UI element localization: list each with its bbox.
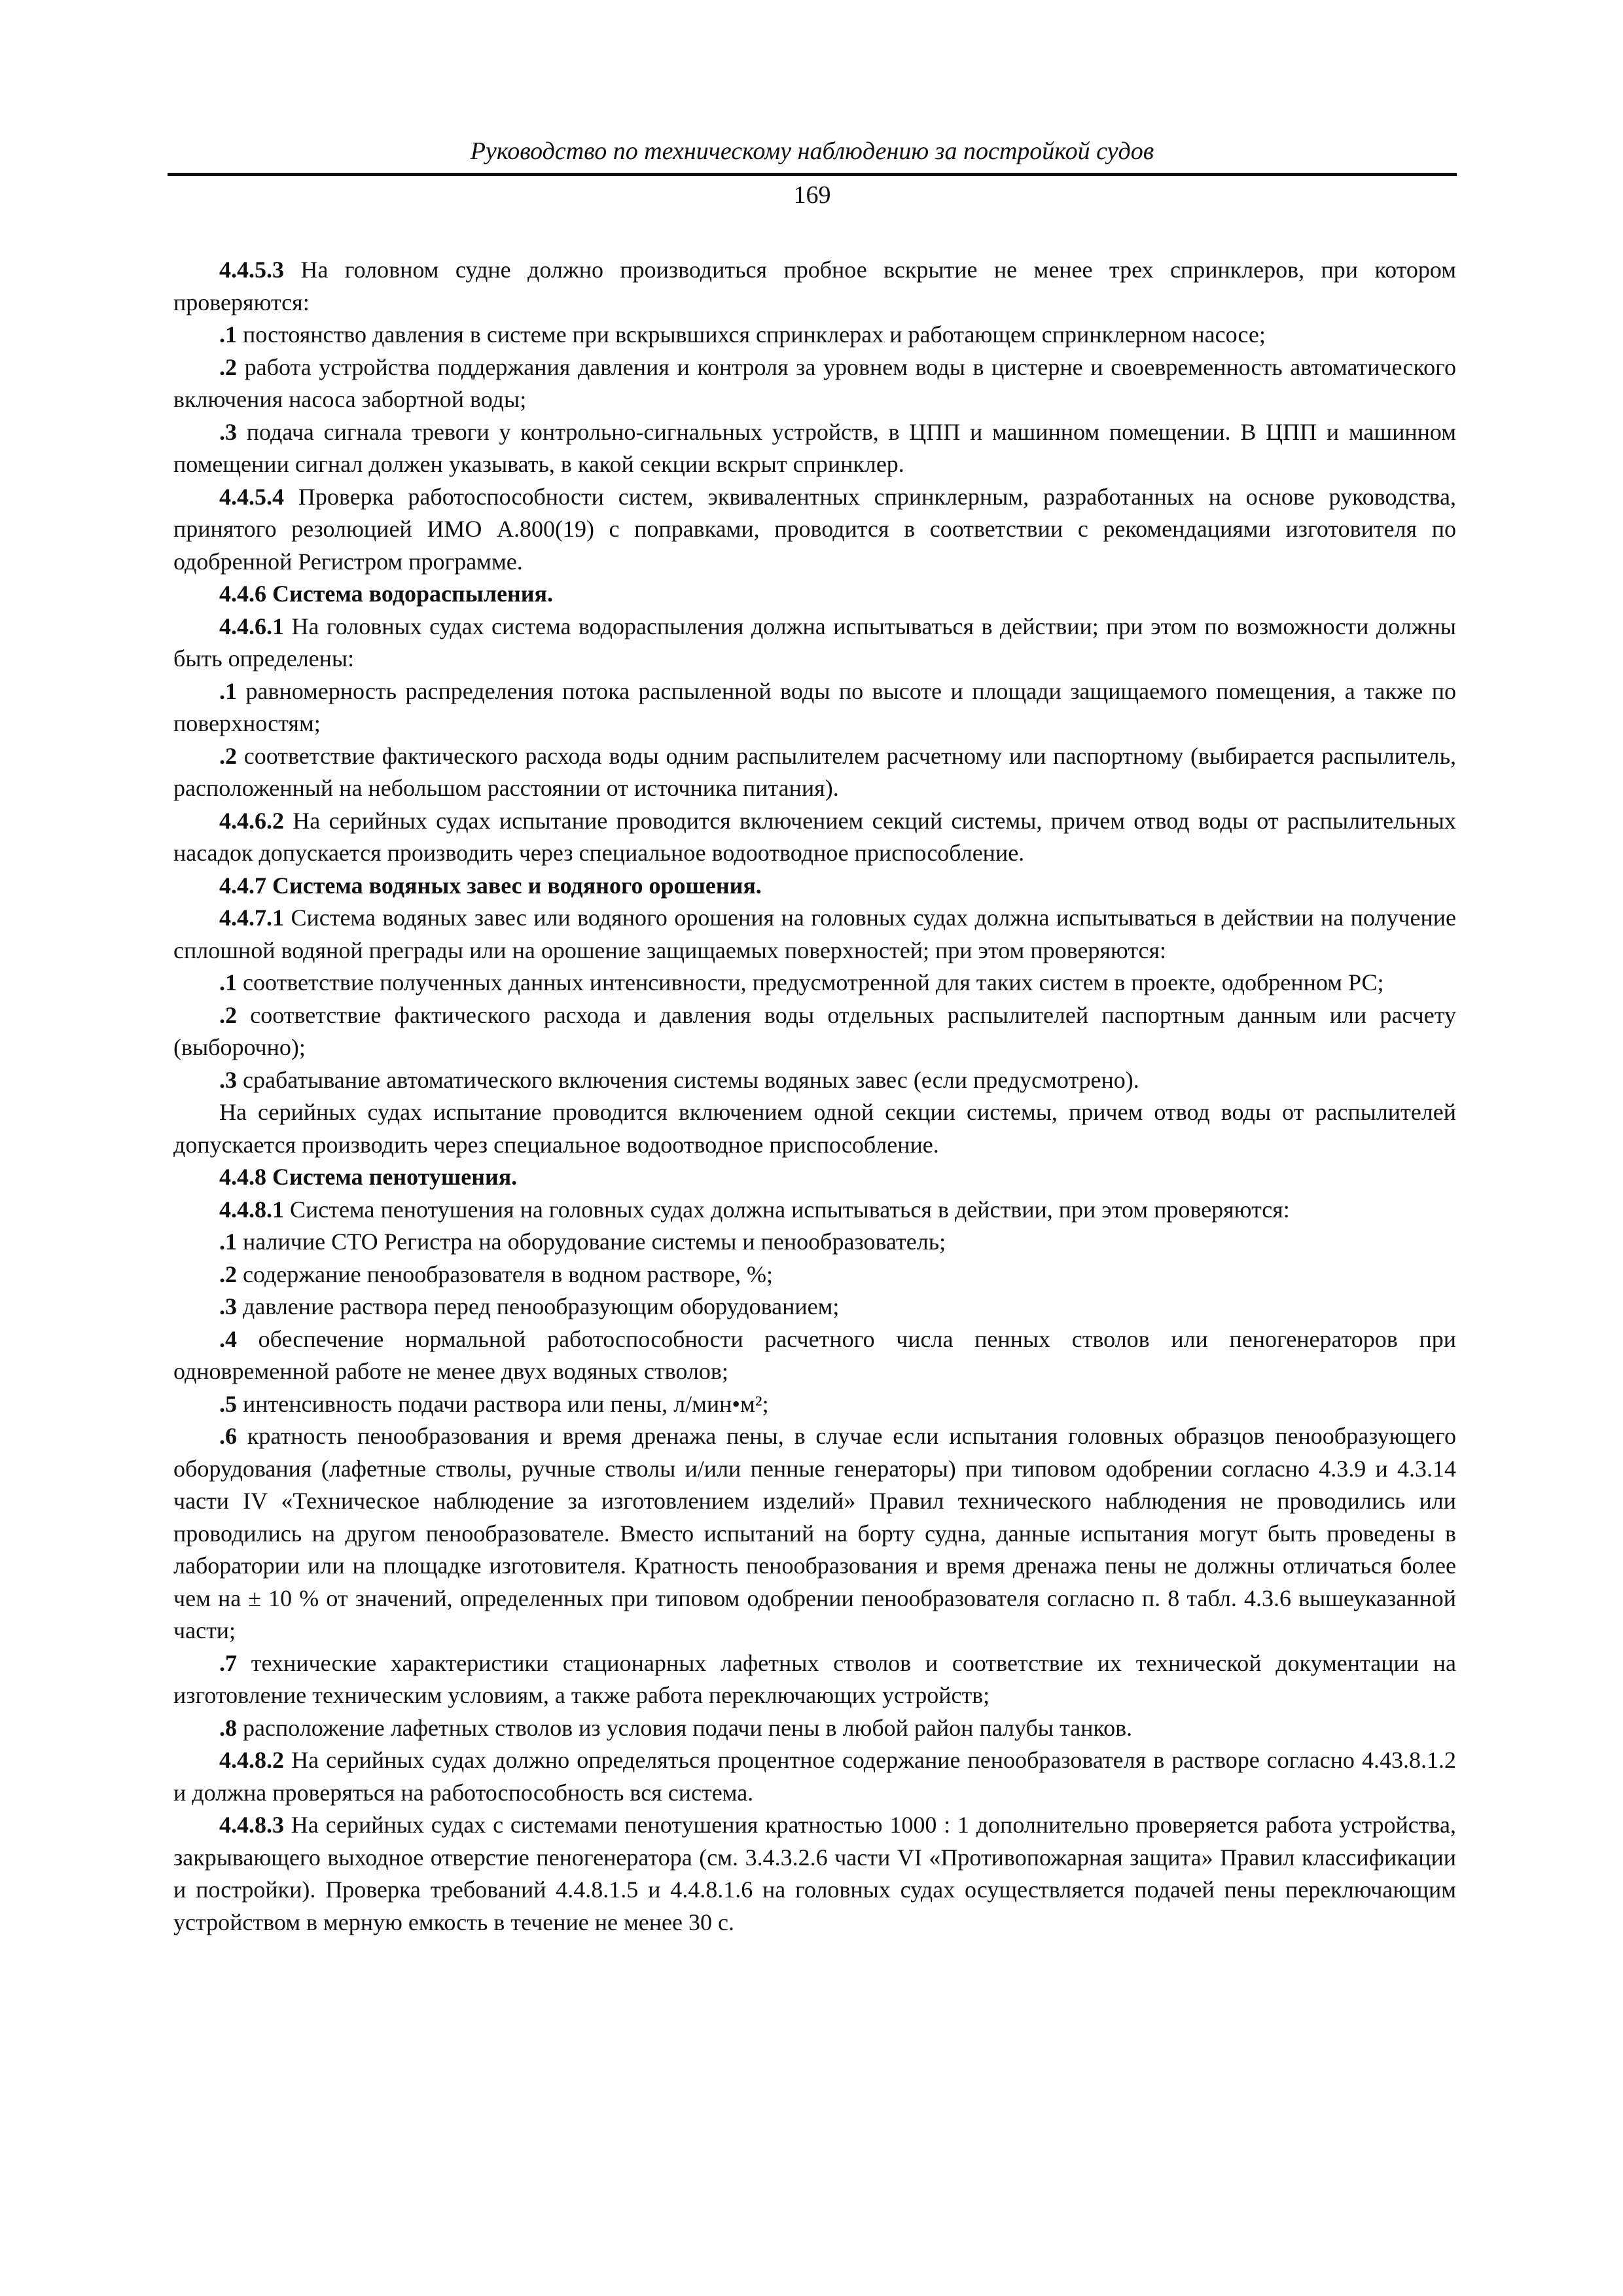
paragraph: .2 работа устройства поддержания давления и контроля за уровнем воды в цистерне и своевременность автоматического включения насоса забортной воды;: [173, 353, 1456, 412]
paragraph: .4 обеспечение нормальной работоспособности расчетного числа пенных стволов или пеногенераторов при одновременной работе не менее двух водяных стволов;: [173, 1325, 1456, 1384]
paragraph: .2 соответствие фактического расхода воды одним распылителем расчетному или паспортному (выбирается распылитель, расположенный на небольшом расстоянии от источника питания).: [173, 742, 1456, 801]
paragraph: 4.4.8.2 На серийных судах должно определяться процентное содержание пенообразователя в растворе согласно 4.43.8.1.2 и должна проверяться на работоспособность вся система.: [173, 1747, 1456, 1806]
paragraph: .6 кратность пенообразования и время дренажа пены, в случае если испытания головных образцов пенообразующего оборудования (лафетные стволы, ручные стволы и/или пенные генераторы) при типовом одобрении согласно 4.3.9 и 4.3.14 части IV «Техническое наблюдение за изготовлением изделий» Правил технического наблюдения не проводились или проводились на другом пенообразователе. Вместо испытаний на борту судна, данные испытания могут быть проведены в лаборатории или на площадке изготовителя. Кратность пенообразования и время дренажа пены не должны отличаться более чем на ± 10 % от значений, определенных при типовом одобрении пенообразователя согласно п. 8 табл. 4.3.6 вышеуказанной части;: [173, 1423, 1456, 1643]
section-heading: 4.4.6 Система водораспыления.: [219, 581, 554, 607]
paragraph: На серийных судах испытание проводится включением одной секции системы, причем отвод воды от распылителей допускается производить через специальное водоотводное приспособление.: [173, 1099, 1456, 1158]
paragraph: .8 расположение лафетных стволов из условия подачи пены в любой район палубы танков.: [219, 1714, 1133, 1741]
body-text: [173, 254, 1456, 1939]
paragraph: 4.4.6.2 На серийных судах испытание проводится включением секций системы, причем отвод воды от распылительных насадок допускается производить через специальное водоотводное приспособление.: [173, 807, 1456, 866]
paragraph: .1 постоянство давления в системе при вскрывшихся спринклерах и работающем спринклерном насосе;: [219, 321, 1266, 348]
header-title: Руководство по техническому наблюдению за постройкой судов: [470, 137, 1154, 165]
paragraph: 4.4.8.3 На серийных судах с системами пенотушения кратностью 1000 : 1 дополнительно проверяется работа устройства, закрывающего выходное отверстие пеногенератора (см. 3.4.3.2.6 части VI «Противопожарная защита» Правил классификации и постройки). Проверка требований 4.4.8.1.5 и 4.4.8.1.6 на головных судах осуществляется подачей пены переключающим устройством в мерную емкость в течение не менее 30 с.: [173, 1812, 1456, 1935]
paragraph: .2 содержание пенообразователя в водном растворе, %;: [219, 1261, 774, 1287]
header-rule: [168, 173, 1457, 176]
paragraph: 4.4.7.1 Система водяных завес или водяного орошения на головных судах должна испытываться в действии на получение сплошной водяной преграды или на орошение защищаемых поверхностей; при этом проверяются:: [173, 905, 1456, 963]
paragraph: 4.4.8.1 Система пенотушения на головных судах должна испытываться в действии, при этом проверяются:: [219, 1196, 1290, 1223]
section-heading: 4.4.7 Система водяных завес и водяного орошения.: [219, 872, 762, 899]
paragraph: .3 давление раствора перед пенообразующим оборудованием;: [219, 1293, 840, 1319]
paragraph: .1 соответствие полученных данных интенсивности, предусмотренной для таких систем в проекте, одобренном РС;: [219, 969, 1384, 996]
paragraph: 4.4.5.4 Проверка работоспособности систем, эквивалентных спринклерным, разработанных на основе руководства, принятого резолюцией ИМО А.800(19) с поправками, проводится в соответствии с рекомендациями изготовителя по одобренной Регистром программе.: [173, 483, 1456, 575]
paragraph: .1 наличие СТО Регистра на оборудование системы и пенообразователь;: [219, 1229, 946, 1255]
section-heading: 4.4.8 Система пенотушения.: [219, 1164, 518, 1190]
running-header: [168, 136, 1457, 210]
page-number: 169: [793, 181, 831, 209]
paragraph: .1 равномерность распределения потока распыленной воды по высоте и площади защищаемого помещения, а также по поверхностям;: [173, 677, 1456, 736]
paragraph: .2 соответствие фактического расхода и давления воды отдельных распылителей паспортным данным или расчету (выборочно);: [173, 1001, 1456, 1060]
paragraph: 4.4.6.1 На головных судах система водораспыления должна испытываться в действии; при этом по возможности должны быть определены:: [173, 613, 1456, 672]
paragraph: .3 подача сигнала тревоги у контрольно-сигнальных устройств, в ЦПП и машинном помещении. В ЦПП и машинном помещении сигнал должен указывать, в какой секции вскрыт спринклер.: [173, 418, 1456, 477]
paragraph: .3 срабатывание автоматического включения системы водяных завес (если предусмотрено).: [219, 1066, 1139, 1093]
paragraph: .5 интенсивность подачи раствора или пены, л/мин•м²;: [219, 1390, 769, 1417]
paragraph: 4.4.5.3 На головном судне должно производиться пробное вскрытие не менее трех спринклеров, при котором проверяются:: [173, 257, 1456, 315]
paragraph: .7 технические характеристики стационарных лафетных стволов и соответствие их технической документации на изготовление техническим условиям, а также работа переключающих устройств;: [173, 1649, 1456, 1708]
